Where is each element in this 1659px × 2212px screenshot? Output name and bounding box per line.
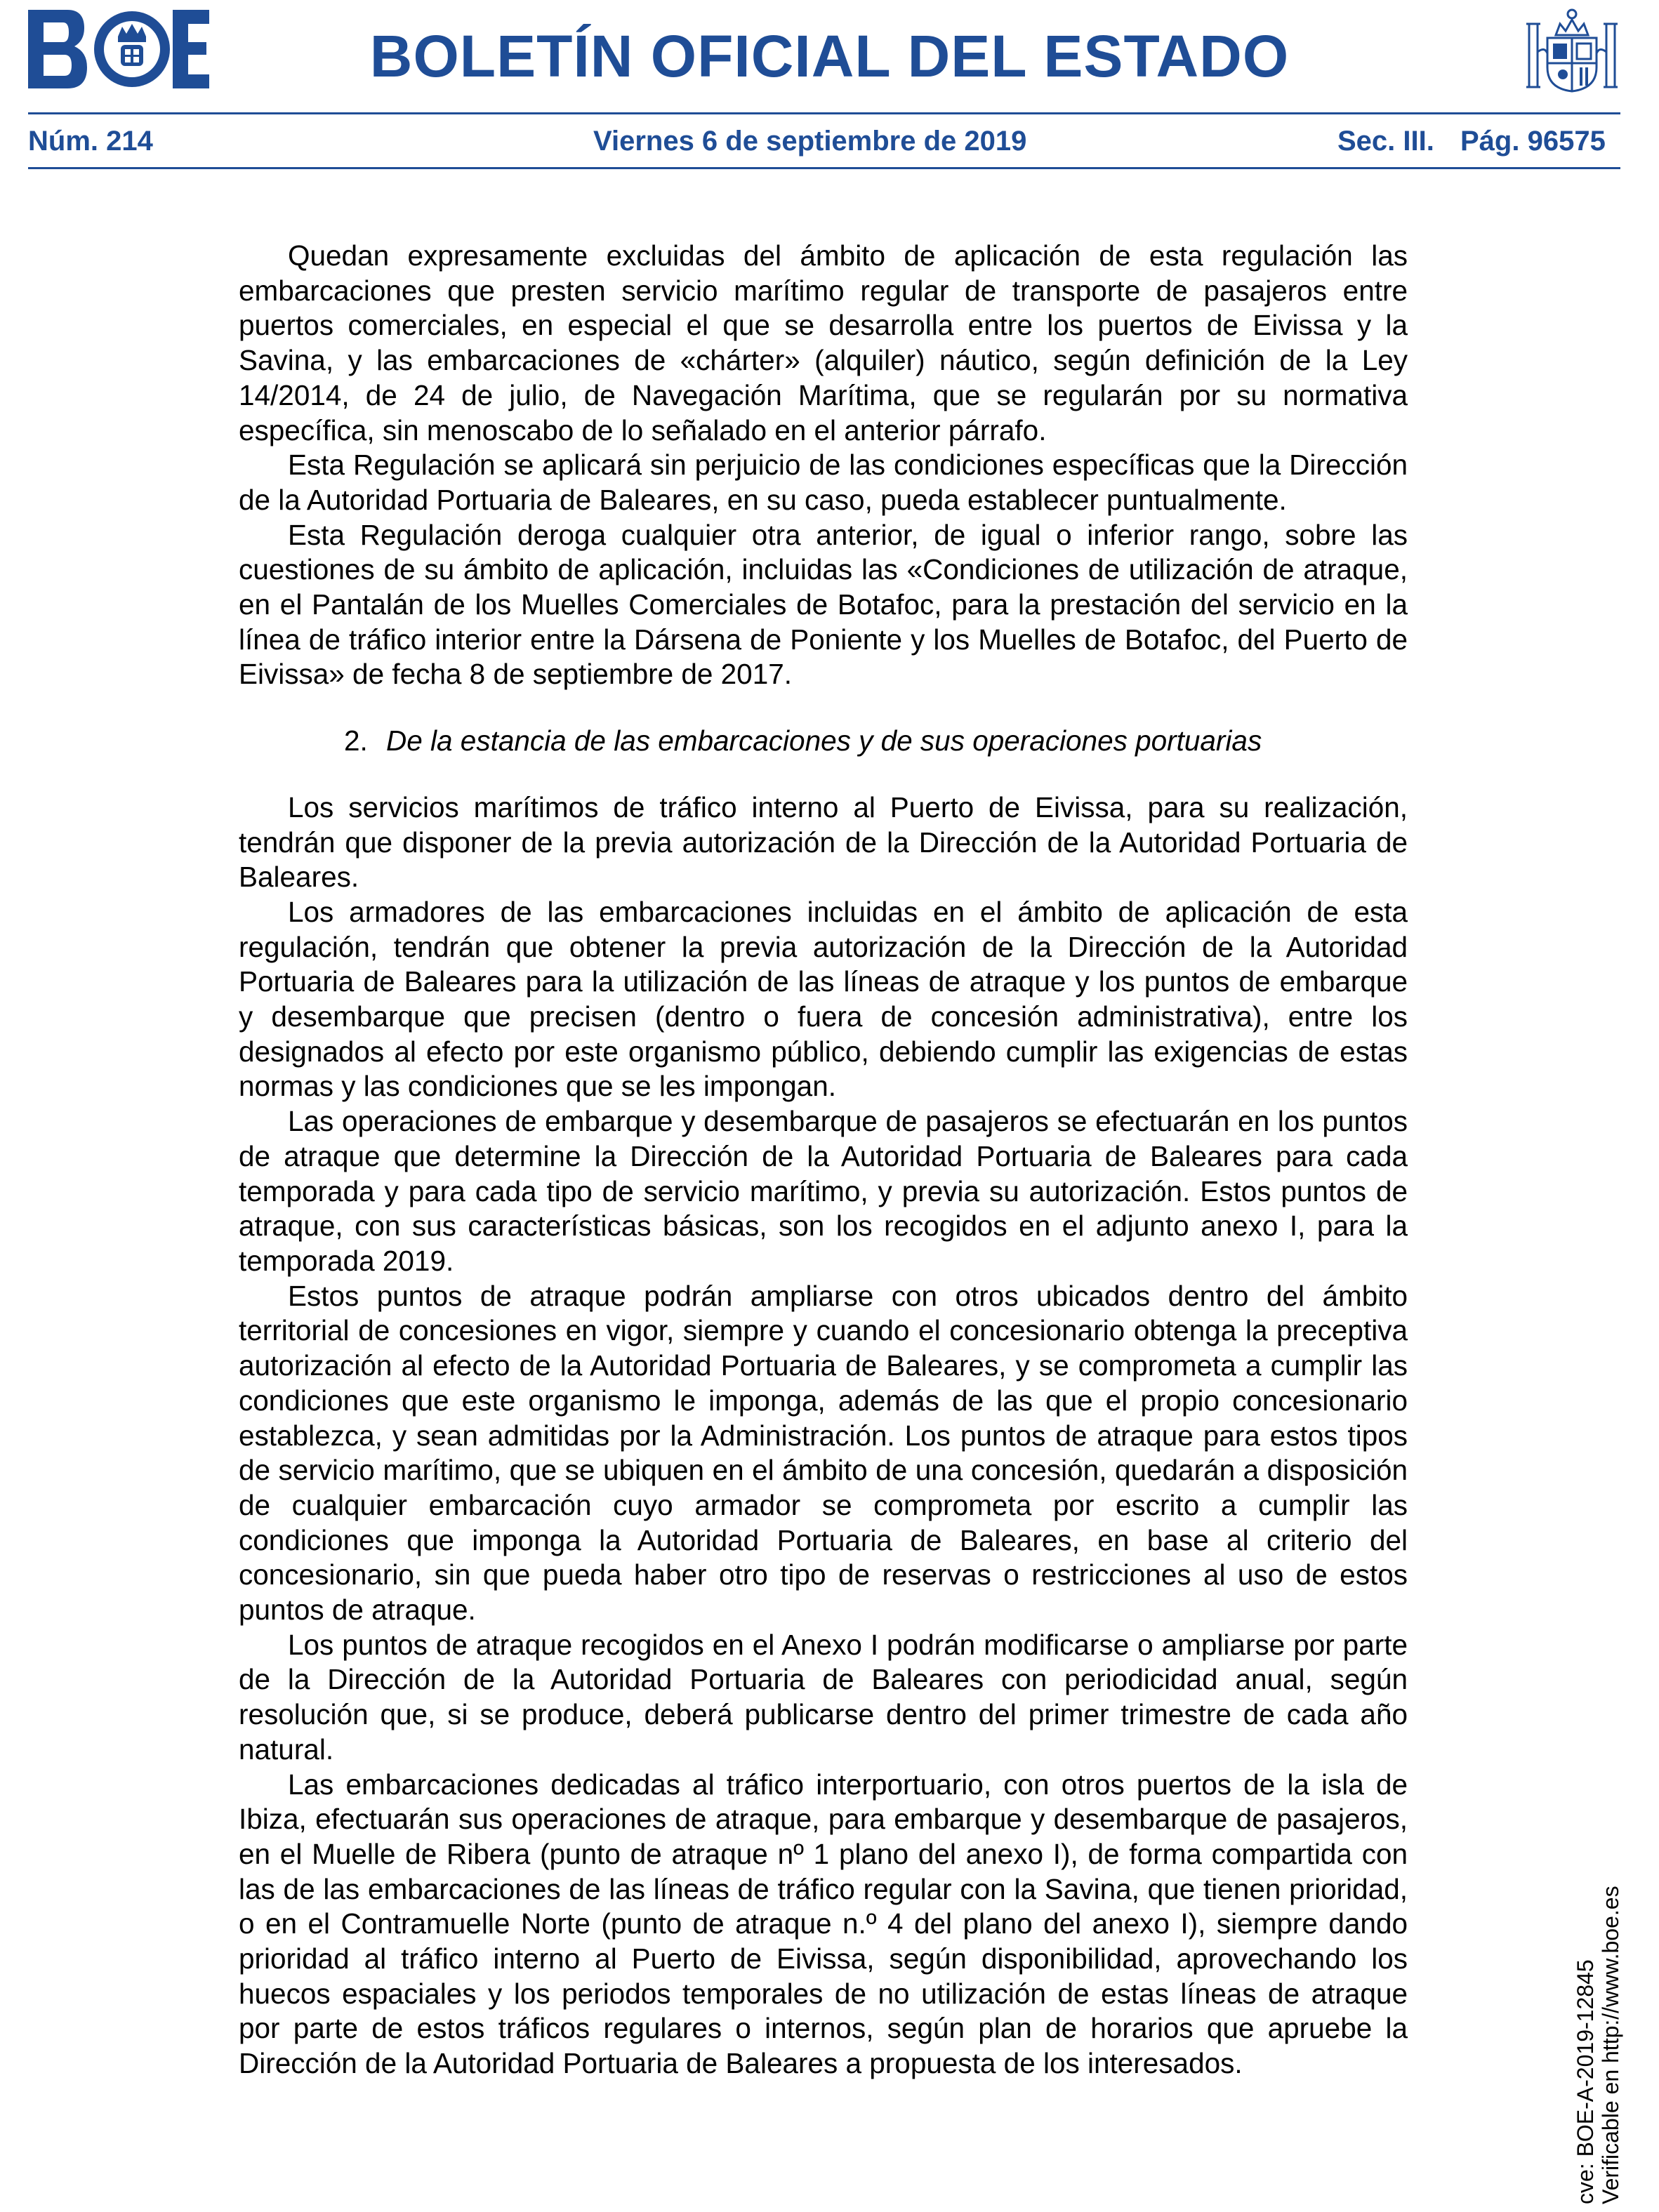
coat-of-arms-icon (1523, 3, 1620, 95)
issue-date: Viernes 6 de septiembre de 2019 (593, 126, 1027, 157)
page-title: BOLETÍN OFICIAL DEL ESTADO (369, 23, 1290, 89)
section-heading (239, 724, 1408, 759)
margin-verification (1573, 1886, 1623, 2204)
header-bottom-rule (28, 167, 1620, 169)
paragraph: Los armadores de las embarcaciones incluidas en el ámbito de aplicación de esta regulación, tendrán que obtener la previa autorización de la Dirección de la Autoridad Portuaria de Baleares para la utilización de las líneas de atraque y los puntos de embarque y desembarque que precisen (dentro o fuera de concesión administrativa), entre los designados al efecto por este organismo público, debiendo cumplir las exigencias de estas normas y las condiciones que se les impongan. (239, 895, 1408, 1103)
header-top-rule (28, 112, 1620, 114)
paragraph: Esta Regulación se aplicará sin perjuicio de las condiciones específicas que la Dirección de la Autoridad Portuaria de Baleares, en su caso, pueda establecer puntualmente. (239, 449, 1408, 516)
paragraph: Esta Regulación deroga cualquier otra anterior, de igual o inferior rango, sobre las cuestiones de su ámbito de aplicación, incluidas las «Condiciones de utilización de atraque, en el Pantalán de los Muelles Comerciales de Botafoc, para la prestación del servicio en la línea de tráfico interior entre la Dársena de Poniente y los Muelles de Botafoc, del Puerto de Eivissa» de fecha 8 de septiembre de 2017. (239, 518, 1408, 691)
paragraph: Los servicios marítimos de tráfico interno al Puerto de Eivissa, para su realización, tendrán que disponer de la previa autorización de la Dirección de la Autoridad Portuaria de Baleares. (239, 790, 1408, 894)
paragraph: Las embarcaciones dedicadas al tráfico interportuario, con otros puertos de la isla de Ibiza, efectuarán sus operaciones de atraque, para embarque y desembarque de pasajeros, en el Muelle de Ribera (punto de atraque nº 1 plano del anexo I), de forma compartida con las de las embarcaciones de las líneas de tráfico regular con la Savina, que tienen prioridad, o en el Contramuelle Norte (punto de atraque n.º 4 del plano del anexo I), siempre dando prioridad al tráfico interno al Puerto de Eivissa, según disponibilidad, aprovechando los huecos espaciales y los periodos temporales de no utilización de estas líneas de atraque por parte de estos tráficos regulares o internos, según plan de horarios que apruebe la Dirección de la Autoridad Portuaria de Baleares a propuesta de los interesados. (239, 1768, 1408, 2080)
paragraph: Quedan expresamente excluidas del ámbito de aplicación de esta regulación las embarcaciones que presten servicio marítimo regular de transporte de pasajeros entre puertos comerciales, en especial el que se desarrolla entre los puertos de Eivissa y la Savina, y las embarcaciones de «chárter» (alquiler) náutico, según definición de la Ley 14/2014, de 24 de julio, de Navegación Marítima, que se regularán por su normativa específica, sin menoscabo de lo señalado en el anterior párrafo. (239, 239, 1408, 446)
paragraph: Los puntos de atraque recogidos en el Anexo I podrán modificarse o ampliarse por parte de la Dirección de la Autoridad Portuaria de Baleares con periodicidad anual, según resolución que, si se produce, deberá publicarse dentro del primer trimestre de cada año natural. (239, 1628, 1408, 1766)
page-number: Pág. 96575 (1460, 126, 1606, 157)
section-title: De la estancia de las embarcaciones y de sus operaciones portuarias (386, 724, 1262, 757)
document-body (239, 239, 1408, 2081)
paragraph: Estos puntos de atraque podrán ampliarse con otros ubicados dentro del ámbito territorial de concesiones en vigor, siempre y cuando el concesionario obtenga la preceptiva autorización al efecto de la Autoridad Portuaria de Baleares, y se comprometa a cumplir las condiciones que este organismo le imponga, además de las que el propio concesionario establezca, y sean admitidas por la Administración. Los puntos de atraque para estos tipos de servicio marítimo, que se ubiquen en el ámbito de una concesión, quedarán a disposición de cualquier embarcación cuyo armador se comprometa por escrito a cumplir las condiciones que imponga la Autoridad Portuaria de Baleares, en base al criterio del concesionario, sin que pueda haber otro tipo de reservas o restricciones al uso de estos puntos de atraque. (239, 1279, 1408, 1627)
issue-number: Núm. 214 (28, 126, 153, 157)
section-label: Sec. III. (1337, 126, 1434, 157)
verification-link[interactable]: Verificable en http://www.boe.es (1598, 1886, 1623, 2204)
section-number: 2. (344, 724, 368, 757)
cve-code: cve: BOE-A-2019-12845 (1573, 1959, 1598, 2204)
paragraph: Las operaciones de embarque y desembarque de pasajeros se efectuarán en los puntos de atraque que determine la Dirección de la Autoridad Portuaria de Baleares para cada temporada y para cada tipo de servicio marítimo, y previa su autorización. Estos puntos de atraque, con sus características básicas, son los recogidos en el adjunto anexo I, para la temporada 2019. (239, 1105, 1408, 1277)
